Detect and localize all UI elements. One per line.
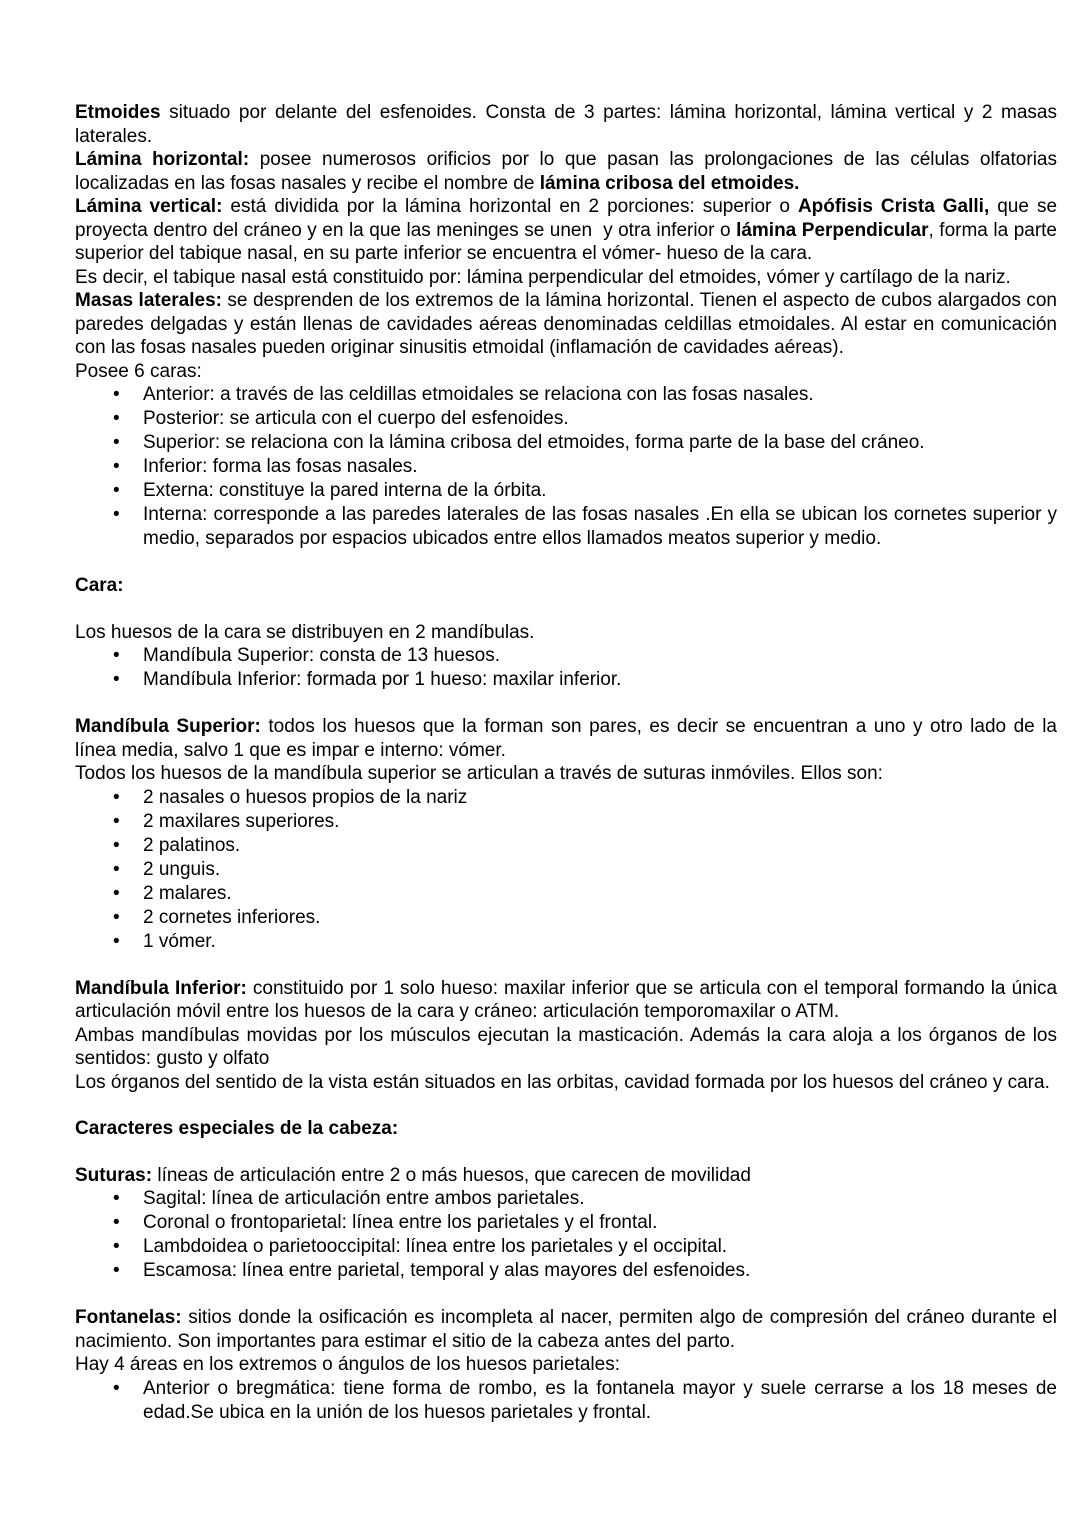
paragraph [75,148,1057,195]
paragraph [75,621,1057,645]
bullet-icon: • [113,906,120,928]
bold-text-run: Mandíbula Superior: [75,716,261,737]
list-item-text [143,1188,584,1209]
list-item [75,479,1057,503]
list-item [75,906,1057,930]
text-run: situado por delante del esfenoides. Consta de 3 partes: lámina horizontal, lámina vertical y 2 masas laterales. [75,102,1057,147]
paragraph [75,195,1057,266]
blank-line [75,551,1057,574]
list-item-text [143,384,814,405]
text-run: Mandíbula Superior: consta de 13 huesos. [143,645,501,666]
text-run: líneas de articulación entre 2 o más huesos, que carecen de movilidad [152,1164,751,1186]
bullet-list [75,786,1057,954]
bullet-icon: • [113,408,120,429]
list-item-text [143,1212,657,1233]
bullet-icon: • [113,432,120,453]
blank-line [75,598,1057,621]
text-run: 1 vómer. [143,930,216,952]
text-run: Interna: corresponde a las paredes laterales de las fosas nasales .En ella se ubican los cornetes superior y medio, separados por espacios ubicados entre ellos llamados meatos superior y medio. [143,504,1057,549]
paragraph [75,289,1057,360]
text-run: Sagital: línea de articulación entre ambos parietales. [143,1188,585,1209]
list-item-text [143,787,467,808]
bullet-icon: • [113,1260,120,1281]
bullet-list [75,1187,1057,1283]
text-run: Mandíbula Inferior: formada por 1 hueso: maxilar inferior. [143,669,622,690]
list-item [75,1211,1057,1235]
text-run: 2 unguis. [143,858,221,880]
list-item-text [143,480,546,501]
list-item [75,1235,1057,1259]
bold-text-run: Mandíbula Inferior: [75,977,247,999]
list-item [75,858,1057,882]
list-item-text [143,859,220,880]
text-run: Ambas mandíbulas movidas por los músculos ejecutan la masticación. Además la cara aloja a los órganos de los sentidos: gusto y olfato [75,1024,1057,1069]
bullet-icon: • [113,504,120,525]
list-item-text [143,931,216,952]
bullet-icon: • [113,1236,120,1257]
paragraph [75,715,1057,762]
list-item [75,786,1057,810]
list-item [75,383,1057,407]
text-run: Inferior: forma las fosas nasales. [143,456,418,477]
paragraph [75,1353,1057,1377]
bullet-icon: • [113,669,120,690]
bullet-icon: • [113,1188,120,1209]
text-run: Posee 6 caras: [75,360,202,382]
list-item-text [143,883,232,904]
list-item [75,1259,1057,1283]
section-heading [75,574,1057,598]
list-item-text [143,1260,750,1281]
text-run: 2 cornetes inferiores. [143,906,321,928]
blank-line [75,692,1057,715]
blank-line [75,1283,1057,1306]
paragraph [75,1164,1057,1188]
text-run: Hay 4 áreas en los extremos o ángulos de los huesos parietales: [75,1354,620,1375]
blank-line [75,954,1057,977]
bullet-icon: • [113,810,120,832]
bullet-icon: • [113,834,120,856]
bullet-icon: • [113,456,120,477]
list-item-text [143,408,569,429]
text-run: posee numerosos orificios por lo que pasan las prolongaciones de las células olfatorias localizadas en las fosas nasales y recibe el nombre de [75,149,1057,194]
bullet-icon: • [113,858,120,880]
paragraph [75,1024,1057,1071]
list-item [75,930,1057,954]
text-run: se desprenden de los extremos de la lámina horizontal. Tienen el aspecto de cubos alargados con paredes delgadas y están llenas de cavidades aéreas denominadas celdillas etmoidales. Al estar en comunicación con las fosas nasales pueden originar sinusitis etmoidal (inflamación de cavidades aéreas). [75,290,1057,358]
bullet-icon: • [113,786,120,808]
paragraph [75,1071,1057,1095]
text-run: Coronal o frontoparietal: línea entre los parietales y el frontal. [143,1212,658,1233]
text-run: Todos los huesos de la mandíbula superior se articulan a través de suturas inmóviles. Ellos son: [75,763,883,784]
section-heading [75,1117,1057,1141]
bold-text-run: Caracteres especiales de la cabeza: [75,1118,399,1139]
list-item [75,810,1057,834]
list-item-text [143,1236,727,1257]
list-item [75,503,1057,551]
text-run: Los huesos de la cara se distribuyen en 2 mandíbulas. [75,621,535,643]
text-run: Anterior: a través de las celdillas etmoidales se relaciona con las fosas nasales. [143,384,814,405]
text-run: , forma la parte superior del tabique nasal, en su parte inferior se encuentra el vómer- hueso de la cara. [75,219,1058,264]
list-item-text [143,835,240,856]
bullet-icon: • [113,882,120,904]
text-run: 2 malares. [143,882,232,904]
list-item [75,455,1057,479]
bold-text-run: lámina Perpendicular [736,219,929,241]
bold-text-run: Etmoides [75,102,161,123]
text-run: está dividida por la lámina horizontal en 2 porciones: superior o [222,196,798,217]
text-run: que se proyecta dentro del cráneo y en la que las meninges se unen y otra inferior o [75,196,1058,241]
list-item-text [143,811,339,832]
paragraph [75,1306,1057,1353]
text-run: 2 maxilares superiores. [143,810,340,832]
bullet-icon: • [113,930,120,952]
bold-text-run: Lámina vertical: [75,196,223,217]
bullet-icon: • [113,645,120,666]
paragraph [75,762,1057,786]
text-run: Escamosa: línea entre parietal, temporal y alas mayores del esfenoides. [143,1260,751,1281]
bold-text-run: Apófisis Crista Galli, [797,196,990,217]
list-item [75,1377,1057,1425]
bullet-icon: • [113,480,120,501]
bullet-list [75,644,1057,692]
text-run: constituido por 1 solo hueso: maxilar inferior que se articula con el temporal formando la única articulación móvil entre los huesos de la cara y cráneo: articulación temporomaxilar o ATM. [75,977,1058,1022]
text-run: Anterior o bregmática: tiene forma de rombo, es la fontanela mayor y suele cerrarse a los 18 meses de edad.Se ubica en la unión de los huesos parietales y frontal. [143,1377,1057,1423]
bullet-list [75,383,1057,551]
blank-line [75,1141,1057,1164]
text-run: Es decir, el tabique nasal está constituido por: lámina perpendicular del etmoides, vómer y cartílago de la nariz. [75,266,1011,288]
paragraph [75,360,1057,384]
paragraph [75,266,1057,290]
bold-text-run: Fontanelas: [75,1307,182,1328]
text-run: Externa: constituye la pared interna de la órbita. [143,480,547,501]
text-run: 2 nasales o huesos propios de la nariz [143,786,468,808]
list-item [75,407,1057,431]
bullet-icon: • [113,384,120,405]
list-item-text [143,645,500,666]
list-item-text [143,432,925,453]
bold-text-run: lámina cribosa del etmoides. [539,172,800,194]
list-item [75,834,1057,858]
list-item-text [143,504,1057,549]
list-item [75,1187,1057,1211]
text-run: Los órganos del sentido de la vista están situados en las orbitas, cavidad formada por los huesos del cráneo y cara. [75,1071,1050,1093]
bold-text-run: Cara: [75,575,124,596]
text-run: Superior: se relaciona con la lámina cribosa del etmoides, forma parte de la base del cráneo. [143,432,925,453]
bullet-icon: • [113,1212,120,1233]
list-item-text [143,456,418,477]
list-item-text [143,1378,1057,1423]
text-run: Posterior: se articula con el cuerpo del esfenoides. [143,408,569,429]
text-run: 2 palatinos. [143,834,241,856]
list-item [75,431,1057,455]
text-run: sitios donde la osificación es incompleta al nacer, permiten algo de compresión del cráneo durante el nacimiento. Son importantes para estimar el sitio de la cabeza antes del parto. [75,1307,1057,1352]
blank-line [75,1094,1057,1117]
list-item [75,668,1057,692]
bold-text-run: Lámina horizontal: [75,149,250,170]
text-run: todos los huesos que la forman son pares, es decir se encuentran a uno y otro lado de la línea media, salvo 1 que es impar e interno: vómer. [75,716,1057,761]
list-item [75,882,1057,906]
list-item-text [143,907,320,928]
list-item-text [143,669,621,690]
bullet-icon: • [113,1377,120,1399]
list-item [75,644,1057,668]
bullet-list [75,1377,1057,1425]
bold-text-run: Suturas: [75,1164,153,1186]
bold-text-run: Masas laterales: [75,290,222,311]
paragraph [75,101,1057,148]
paragraph [75,977,1057,1024]
text-run: Lambdoidea o parietooccipital: línea entre los parietales y el occipital. [143,1236,728,1257]
